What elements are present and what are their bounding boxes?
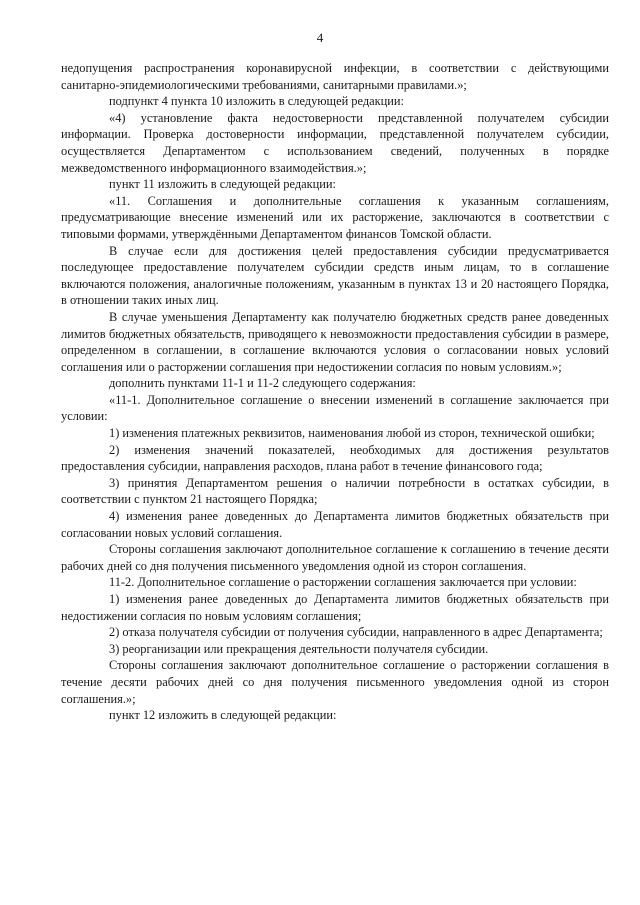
paragraph-continuation: недопущения распространения коронавирусной инфекции, в соответствии с действующими санитарно-эпидемиологическими требованиями, санитарными правилами.»; [61, 61, 609, 92]
paragraph-amendment-instruction: дополнить пунктами 11-1 и 11-2 следующего содержания: [109, 376, 416, 391]
list-item: 3) принятия Департаментом решения о наличии потребности в остатках субсидии, в соответствии с пунктом 21 настоящего Порядка; [61, 475, 609, 507]
paragraph-subitem-4: «4) установление факта недостоверности представленной получателем субсидии информации. Проверка достоверности информации, представленной получателем субсидии, осуществляется Департаментом с использованием сведений, полученных в порядке межведомственного информационного взаимодействия.»; [61, 110, 609, 175]
paragraph-item-11-part-2: В случае если для достижения целей предоставления субсидии предусматривается последующее предоставление получателем субсидии средств иным лицам, то в соглашение включаются положения, аналогичные положениям, указанным в пунктах 13 и 20 настоящего Порядка, в отношении таких иных лиц. [61, 243, 609, 308]
paragraph-item-11-2-closing: Стороны соглашения заключают дополнительное соглашение о расторжении соглашения в течение десяти рабочих дней со дня получения письменного уведомления одной из сторон соглашения.»; [61, 658, 609, 706]
list-item: 1) изменения ранее доведенных до Департамента лимитов бюджетных обязательств при недостижении согласия по новым условиям соглашения; [61, 592, 609, 623]
list-item: 1) изменения платежных реквизитов, наименования любой из сторон, технической ошибки; [109, 426, 595, 441]
paragraph-item-11-part-3: В случае уменьшения Департаменту как получателю бюджетных средств ранее доведенных лимитов бюджетных обязательств, приводящего к невозможности предоставления субсидии в размере, определенном в соглашении, в соглашение включаются условия о согласовании новых условий соглашения или о расторжении соглашения при недостижении согласия по новым условиям.»; [61, 309, 609, 374]
paragraph-amendment-instruction: пункт 11 изложить в следующей редакции: [109, 177, 336, 192]
list-item: 2) изменения значений показателей, необходимых для достижения результатов предоставления субсидии, направления расходов, плана работ в течение финансового года; [61, 442, 609, 474]
list-item: 3) реорганизации или прекращения деятельности получателя субсидии. [109, 641, 489, 656]
paragraph-item-11-2: 11-2. Дополнительное соглашение о расторжении соглашения заключается при условии: [109, 575, 577, 590]
list-item: 4) изменения ранее доведенных до Департамента лимитов бюджетных обязательств при согласовании новых условий соглашения. [61, 509, 609, 540]
page-number: 4 [316, 30, 324, 45]
document-body [61, 60, 609, 724]
paragraph-item-11-1: «11-1. Дополнительное соглашение о внесении изменений в соглашение заключается при условии: [61, 392, 609, 424]
paragraph-amendment-instruction: подпункт 4 пункта 10 изложить в следующей редакции: [109, 94, 404, 109]
list-item: 2) отказа получателя субсидии от получения субсидии, направленного в адрес Департамента; [109, 625, 603, 640]
paragraph-amendment-instruction: пункт 12 изложить в следующей редакции: [109, 708, 337, 723]
paragraph-item-11-1-closing: Стороны соглашения заключают дополнительное соглашение к соглашению в течение десяти рабочих дней со дня получения письменного уведомления одной из сторон соглашения. [61, 542, 609, 573]
paragraph-item-11: «11. Соглашения и дополнительные соглашения к указанным соглашениям, предусматривающие внесение изменений или их расторжение, заключаются в соответствии с типовыми формами, утверждёнными Департаментом финансов Томской области. [61, 193, 609, 241]
